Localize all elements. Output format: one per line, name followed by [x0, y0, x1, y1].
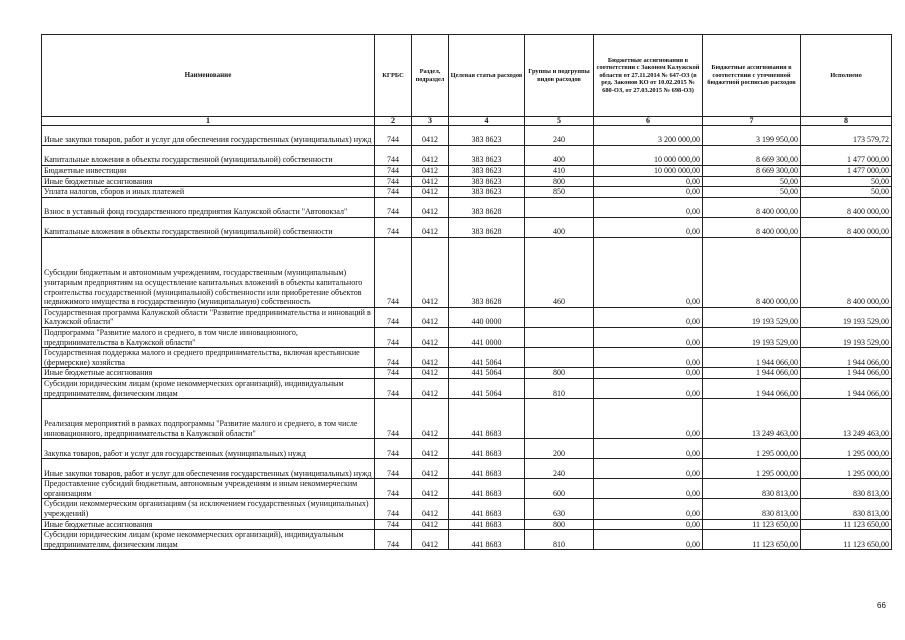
row-target-article: 441 8683 — [449, 479, 525, 499]
table-row — [42, 146, 892, 166]
row-name: Уплата налогов, сборов и иных платежей — [42, 187, 375, 198]
table-row — [42, 348, 892, 368]
row-executed: 8 400 000,00 — [801, 237, 892, 307]
row-section: 0412 — [412, 176, 449, 187]
row-section: 0412 — [412, 146, 449, 166]
row-executed: 830 813,00 — [801, 499, 892, 519]
row-target-article: 441 0000 — [449, 327, 525, 347]
column-number: 4 — [449, 117, 525, 126]
row-name: Капитальные вложения в объекты государственной (муниципальной) собственности — [42, 217, 375, 237]
row-section: 0412 — [412, 399, 449, 439]
row-executed: 1 477 000,00 — [801, 146, 892, 166]
column-number: 7 — [703, 117, 801, 126]
table-row — [42, 499, 892, 519]
column-number: 2 — [375, 117, 412, 126]
row-section: 0412 — [412, 499, 449, 519]
row-budget-refined: 11 123 650,00 — [703, 530, 801, 550]
row-name: Иные закупки товаров, работ и услуг для обеспечения государственных (муниципальных) нужд — [42, 126, 375, 146]
row-name: Иные закупки товаров, работ и услуг для обеспечения государственных (муниципальных) нужд — [42, 459, 375, 479]
row-name: Бюджетные инвестиции — [42, 166, 375, 177]
row-target-article: 440 0000 — [449, 307, 525, 327]
row-expense-group: 400 — [525, 146, 594, 166]
row-target-article: 441 8683 — [449, 399, 525, 439]
row-section: 0412 — [412, 126, 449, 146]
row-target-article: 441 8683 — [449, 519, 525, 530]
row-budget-refined: 8 669 300,00 — [703, 146, 801, 166]
row-budget-law: 0,00 — [594, 479, 703, 499]
row-section: 0412 — [412, 307, 449, 327]
row-executed: 13 249 463,00 — [801, 399, 892, 439]
row-name: Капитальные вложения в объекты государственной (муниципальной) собственности — [42, 146, 375, 166]
row-kgrbs: 744 — [375, 519, 412, 530]
row-budget-law: 0,00 — [594, 519, 703, 530]
row-expense-group — [525, 197, 594, 217]
table-row — [42, 327, 892, 347]
row-budget-law: 0,00 — [594, 399, 703, 439]
row-target-article: 383 8623 — [449, 126, 525, 146]
column-number: 5 — [525, 117, 594, 126]
row-name: Субсидии некоммерческим организациям (за исключением государственных (муниципальных) учреждений) — [42, 499, 375, 519]
row-kgrbs: 744 — [375, 176, 412, 187]
row-target-article: 441 5064 — [449, 348, 525, 368]
row-budget-refined: 50,00 — [703, 187, 801, 198]
row-name: Субсидии бюджетным и автономным учреждениям, государственным (муниципальным) унитарным предприятиям на осуществление капитальных вложений в объекты капитального строительства государственной (муниципальной) собственности или приобретение объектов недвижимого имущества в государственную (муниципальную) собственность — [42, 237, 375, 307]
row-expense-group: 410 — [525, 166, 594, 177]
row-section: 0412 — [412, 348, 449, 368]
row-name: Государственная программа Калужской области "Развитие предпринимательства и инноваций в Калужской области" — [42, 307, 375, 327]
row-name: Иные бюджетные ассигнования — [42, 176, 375, 187]
row-target-article: 441 5064 — [449, 378, 525, 398]
row-target-article: 383 8623 — [449, 176, 525, 187]
header-budget-law: Бюджетные ассигнования в соответствии с Законом Калужской области от 27.11.2014 № 647-ОЗ (в ред. Законов КО от 10.02.2015 № 680-ОЗ, от 27.03.2015 № 698-ОЗ) — [594, 35, 703, 117]
header-row — [42, 35, 892, 117]
row-kgrbs: 744 — [375, 126, 412, 146]
table-row — [42, 217, 892, 237]
row-section: 0412 — [412, 166, 449, 177]
row-budget-refined: 3 199 950,00 — [703, 126, 801, 146]
row-budget-refined: 50,00 — [703, 176, 801, 187]
header-target: Целевая статья расходов — [449, 35, 525, 117]
row-budget-refined: 8 400 000,00 — [703, 217, 801, 237]
header-name: Наименование — [42, 35, 375, 117]
table-row — [42, 378, 892, 398]
row-budget-law: 0,00 — [594, 499, 703, 519]
row-name: Подпрограмма "Развитие малого и среднего, в том числе инновационного, предпринимательства в Калужской области" — [42, 327, 375, 347]
table-row — [42, 197, 892, 217]
row-budget-refined: 13 249 463,00 — [703, 399, 801, 439]
row-kgrbs: 744 — [375, 368, 412, 379]
row-target-article: 383 8623 — [449, 166, 525, 177]
row-target-article: 383 8628 — [449, 217, 525, 237]
row-target-article: 383 8623 — [449, 146, 525, 166]
row-budget-law: 3 200 000,00 — [594, 126, 703, 146]
row-budget-law: 0,00 — [594, 378, 703, 398]
table-row — [42, 530, 892, 550]
row-budget-refined: 19 193 529,00 — [703, 327, 801, 347]
row-budget-law: 0,00 — [594, 176, 703, 187]
row-expense-group: 810 — [525, 530, 594, 550]
row-name: Закупка товаров, работ и услуг для государственных (муниципальных) нужд — [42, 439, 375, 459]
row-section: 0412 — [412, 530, 449, 550]
row-budget-refined: 19 193 529,00 — [703, 307, 801, 327]
row-executed: 50,00 — [801, 187, 892, 198]
row-kgrbs: 744 — [375, 187, 412, 198]
row-budget-law: 0,00 — [594, 439, 703, 459]
table-row — [42, 307, 892, 327]
row-section: 0412 — [412, 327, 449, 347]
row-executed: 1 944 066,00 — [801, 378, 892, 398]
row-expense-group: 400 — [525, 217, 594, 237]
row-kgrbs: 744 — [375, 439, 412, 459]
row-expense-group: 800 — [525, 368, 594, 379]
row-kgrbs: 744 — [375, 499, 412, 519]
row-budget-refined: 1 944 066,00 — [703, 378, 801, 398]
row-expense-group: 200 — [525, 439, 594, 459]
row-expense-group: 800 — [525, 519, 594, 530]
row-section: 0412 — [412, 368, 449, 379]
budget-table — [41, 34, 892, 550]
row-executed: 8 400 000,00 — [801, 217, 892, 237]
row-kgrbs: 744 — [375, 479, 412, 499]
row-expense-group: 850 — [525, 187, 594, 198]
row-section: 0412 — [412, 217, 449, 237]
header-kgrbs: КГРБС — [375, 35, 412, 117]
row-target-article: 383 8628 — [449, 237, 525, 307]
row-section: 0412 — [412, 459, 449, 479]
row-expense-group: 460 — [525, 237, 594, 307]
table-row — [42, 237, 892, 307]
table-row — [42, 519, 892, 530]
row-executed: 1 295 000,00 — [801, 459, 892, 479]
row-budget-law: 0,00 — [594, 348, 703, 368]
row-target-article: 441 8683 — [449, 499, 525, 519]
row-kgrbs: 744 — [375, 530, 412, 550]
row-executed: 11 123 650,00 — [801, 530, 892, 550]
column-number: 1 — [42, 117, 375, 126]
row-kgrbs: 744 — [375, 146, 412, 166]
row-executed: 1 944 066,00 — [801, 348, 892, 368]
row-executed: 19 193 529,00 — [801, 327, 892, 347]
table-row — [42, 459, 892, 479]
row-budget-refined: 1 295 000,00 — [703, 459, 801, 479]
row-target-article: 383 8628 — [449, 197, 525, 217]
row-budget-law: 0,00 — [594, 217, 703, 237]
row-budget-refined: 830 813,00 — [703, 499, 801, 519]
row-target-article: 441 8683 — [449, 530, 525, 550]
row-budget-law: 0,00 — [594, 368, 703, 379]
row-expense-group — [525, 307, 594, 327]
row-name: Реализация мероприятий в рамках подпрограммы "Развитие малого и среднего, в том числе инновационного, предпринимательства в Калужской области" — [42, 399, 375, 439]
table-row — [42, 176, 892, 187]
table-row — [42, 187, 892, 198]
row-expense-group: 240 — [525, 126, 594, 146]
row-executed: 830 813,00 — [801, 479, 892, 499]
row-name: Предоставление субсидий бюджетным, автономным учреждениям и иным некоммерческим организациям — [42, 479, 375, 499]
row-section: 0412 — [412, 237, 449, 307]
row-target-article: 441 8683 — [449, 459, 525, 479]
row-budget-law: 10 000 000,00 — [594, 166, 703, 177]
table-row — [42, 368, 892, 379]
table-row — [42, 399, 892, 439]
row-kgrbs: 744 — [375, 378, 412, 398]
row-section: 0412 — [412, 479, 449, 499]
row-kgrbs: 744 — [375, 197, 412, 217]
row-kgrbs: 744 — [375, 348, 412, 368]
row-executed: 50,00 — [801, 176, 892, 187]
row-executed: 173 579,72 — [801, 126, 892, 146]
row-target-article: 383 8623 — [449, 187, 525, 198]
table-body — [42, 126, 892, 550]
row-name: Иные бюджетные ассигнования — [42, 519, 375, 530]
row-executed: 19 193 529,00 — [801, 307, 892, 327]
row-budget-law: 0,00 — [594, 187, 703, 198]
row-expense-group: 600 — [525, 479, 594, 499]
row-expense-group: 630 — [525, 499, 594, 519]
row-expense-group: 240 — [525, 459, 594, 479]
row-expense-group: 810 — [525, 378, 594, 398]
column-number-row — [42, 117, 892, 126]
column-number: 6 — [594, 117, 703, 126]
row-budget-law: 0,00 — [594, 237, 703, 307]
row-name: Субсидии юридическим лицам (кроме некоммерческих организаций), индивидуальным предпринимателям, физическим лицам — [42, 378, 375, 398]
row-budget-law: 0,00 — [594, 530, 703, 550]
table-row — [42, 166, 892, 177]
row-section: 0412 — [412, 519, 449, 530]
row-expense-group — [525, 399, 594, 439]
row-section: 0412 — [412, 378, 449, 398]
row-expense-group: 800 — [525, 176, 594, 187]
row-expense-group — [525, 348, 594, 368]
row-executed: 11 123 650,00 — [801, 519, 892, 530]
row-target-article: 441 8683 — [449, 439, 525, 459]
row-budget-refined: 8 400 000,00 — [703, 237, 801, 307]
row-kgrbs: 744 — [375, 307, 412, 327]
column-number: 8 — [801, 117, 892, 126]
row-budget-refined: 8 669 300,00 — [703, 166, 801, 177]
row-budget-refined: 1 944 066,00 — [703, 368, 801, 379]
header-executed: Исполнено — [801, 35, 892, 117]
header-groups: Группы и подгруппы видов расходов — [525, 35, 594, 117]
row-section: 0412 — [412, 197, 449, 217]
row-kgrbs: 744 — [375, 166, 412, 177]
row-kgrbs: 744 — [375, 399, 412, 439]
row-section: 0412 — [412, 439, 449, 459]
row-executed: 8 400 000,00 — [801, 197, 892, 217]
row-executed: 1 295 000,00 — [801, 439, 892, 459]
row-expense-group — [525, 327, 594, 347]
table-row — [42, 439, 892, 459]
table-row — [42, 126, 892, 146]
row-budget-refined: 1 944 066,00 — [703, 348, 801, 368]
row-section: 0412 — [412, 187, 449, 198]
row-name: Субсидии юридическим лицам (кроме некоммерческих организаций), индивидуальным предпринимателям, физическим лицам — [42, 530, 375, 550]
table-row — [42, 479, 892, 499]
page-number: 66 — [877, 601, 886, 610]
row-budget-law: 0,00 — [594, 197, 703, 217]
row-executed: 1 944 066,00 — [801, 368, 892, 379]
row-budget-law: 10 000 000,00 — [594, 146, 703, 166]
row-budget-law: 0,00 — [594, 327, 703, 347]
row-kgrbs: 744 — [375, 327, 412, 347]
row-budget-refined: 1 295 000,00 — [703, 439, 801, 459]
row-budget-refined: 830 813,00 — [703, 479, 801, 499]
row-budget-law: 0,00 — [594, 459, 703, 479]
header-section: Раздел, подраздел — [412, 35, 449, 117]
row-name: Государственная поддержка малого и среднего предпринимательства, включая крестьянские (фермерские) хозяйства — [42, 348, 375, 368]
row-executed: 1 477 000,00 — [801, 166, 892, 177]
row-kgrbs: 744 — [375, 217, 412, 237]
row-kgrbs: 744 — [375, 237, 412, 307]
row-budget-refined: 11 123 650,00 — [703, 519, 801, 530]
row-target-article: 441 5064 — [449, 368, 525, 379]
row-budget-refined: 8 400 000,00 — [703, 197, 801, 217]
row-budget-law: 0,00 — [594, 307, 703, 327]
row-kgrbs: 744 — [375, 459, 412, 479]
row-name: Взнос в уставный фонд государственного предприятия Калужской области "Автовокзал" — [42, 197, 375, 217]
row-name: Иные бюджетные ассигнования — [42, 368, 375, 379]
column-number: 3 — [412, 117, 449, 126]
header-budget-refined: Бюджетные ассигнования в соответствии с уточненной бюджетной росписью расходов — [703, 35, 801, 117]
